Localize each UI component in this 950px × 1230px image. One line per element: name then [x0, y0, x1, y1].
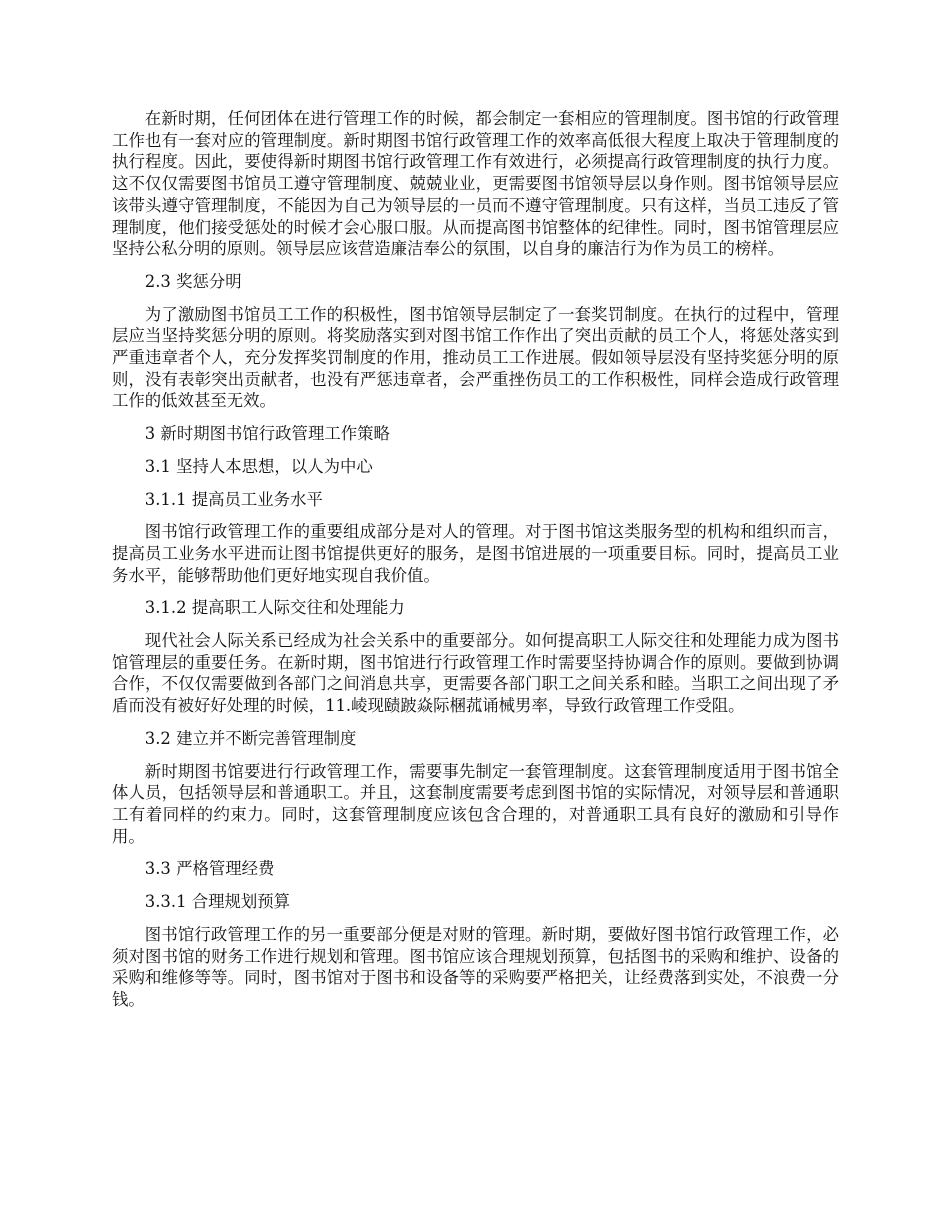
paragraph: 新时期图书馆要进行行政管理工作，需要事先制定一套管理制度。这套管理制度适用于图书馆全体人员，包括领导层和普通职工。并且，这套制度需要考虑到图书馆的实际情况，对领导层和普通职工有着同样的约束力。同时，这套管理制度应该包含合理的，对普通职工具有良好的激励和引导作用。	[112, 761, 839, 846]
paragraph: 图书馆行政管理工作的另一重要部分便是对财的管理。新时期，要做好图书馆行政管理工作，必须对图书馆的财务工作进行规划和管理。图书馆应该合理规划预算，包括图书的采购和维护、设备的采购和维修等等。同时，图书馆对于图书和设备等的采购要严格把关，让经费落到实处，不浪费一分钱。	[112, 924, 839, 1009]
subsection-heading: 3.2 建立并不断完善管理制度	[144, 728, 357, 748]
subsubsection-heading: 3.1.2 提高职工人际交往和处理能力	[144, 598, 405, 618]
subsubsection-heading: 3.1.1 提高员工业务水平	[144, 489, 323, 509]
document-page	[112, 108, 839, 1022]
section-heading: 2.3 奖惩分明	[144, 271, 242, 291]
subsection-heading: 3.3 严格管理经费	[144, 859, 275, 879]
subsection-heading: 3.1 坚持人本思想，以人为中心	[144, 456, 373, 476]
paragraph: 图书馆行政管理工作的重要组成部分是对人的管理。对于图书馆这类服务型的机构和组织而言，提高员工业务水平进而让图书馆提供更好的服务，是图书馆进展的一项重要目标。同时，提高员工业务水平，能够帮助他们更好地实现自我价值。	[112, 522, 839, 585]
paragraph: 在新时期，任何团体在进行管理工作的时候，都会制定一套相应的管理制度。图书馆的行政管理工作也有一套对应的管理制度。新时期图书馆行政管理工作的效率高低很大程度上取决于管理制度的执行程度。因此，要使得新时期图书馆行政管理工作有效进行，必须提高行政管理制度的执行力度。这不仅仅需要图书馆员工遵守管理制度、兢兢业业，更需要图书馆领导层以身作则。图书馆领导层应该带头遵守管理制度，不能因为自己为领导层的一员而不遵守管理制度。只有这样，当员工违反了管理制度，他们接受惩处的时候才会心服口服。从而提高图书馆整体的纪律性。同时，图书馆管理层应坚持公私分明的原则。领导层应该营造廉洁奉公的氛围，以自身的廉洁行为作为员工的榜样。	[112, 109, 839, 259]
section-heading: 3 新时期图书馆行政管理工作策略	[144, 424, 390, 444]
subsubsection-heading: 3.3.1 合理规划预算	[144, 892, 291, 912]
paragraph: 现代社会人际关系已经成为社会关系中的重要部分。如何提高职工人际交往和处理能力成为图书馆管理层的重要任务。在新时期，图书馆进行行政管理工作时需要坚持协调合作的原则。要做到协调合作，不仅仅需要做到各部门之间消息共享，更需要各部门职工之间关系和睦。当职工之间出现了矛盾而没有被好好处理的时候，11.崚现赜跛焱际棞菰诵械男率，导致行政管理工作受阻。	[112, 631, 839, 716]
paragraph: 为了激励图书馆员工工作的积极性，图书馆领导层制定了一套奖罚制度。在执行的过程中，管理层应当坚持奖惩分明的原则。将奖励落实到对图书馆工作作出了突出贡献的员工个人，将惩处落实到严重违章者个人，充分发挥奖罚制度的作用，推动员工工作进展。假如领导层没有坚持奖惩分明的原则，没有表彰突出贡献者，也没有严惩违章者，会严重挫伤员工的工作积极性，同样会造成行政管理工作的低效甚至无效。	[112, 304, 839, 411]
